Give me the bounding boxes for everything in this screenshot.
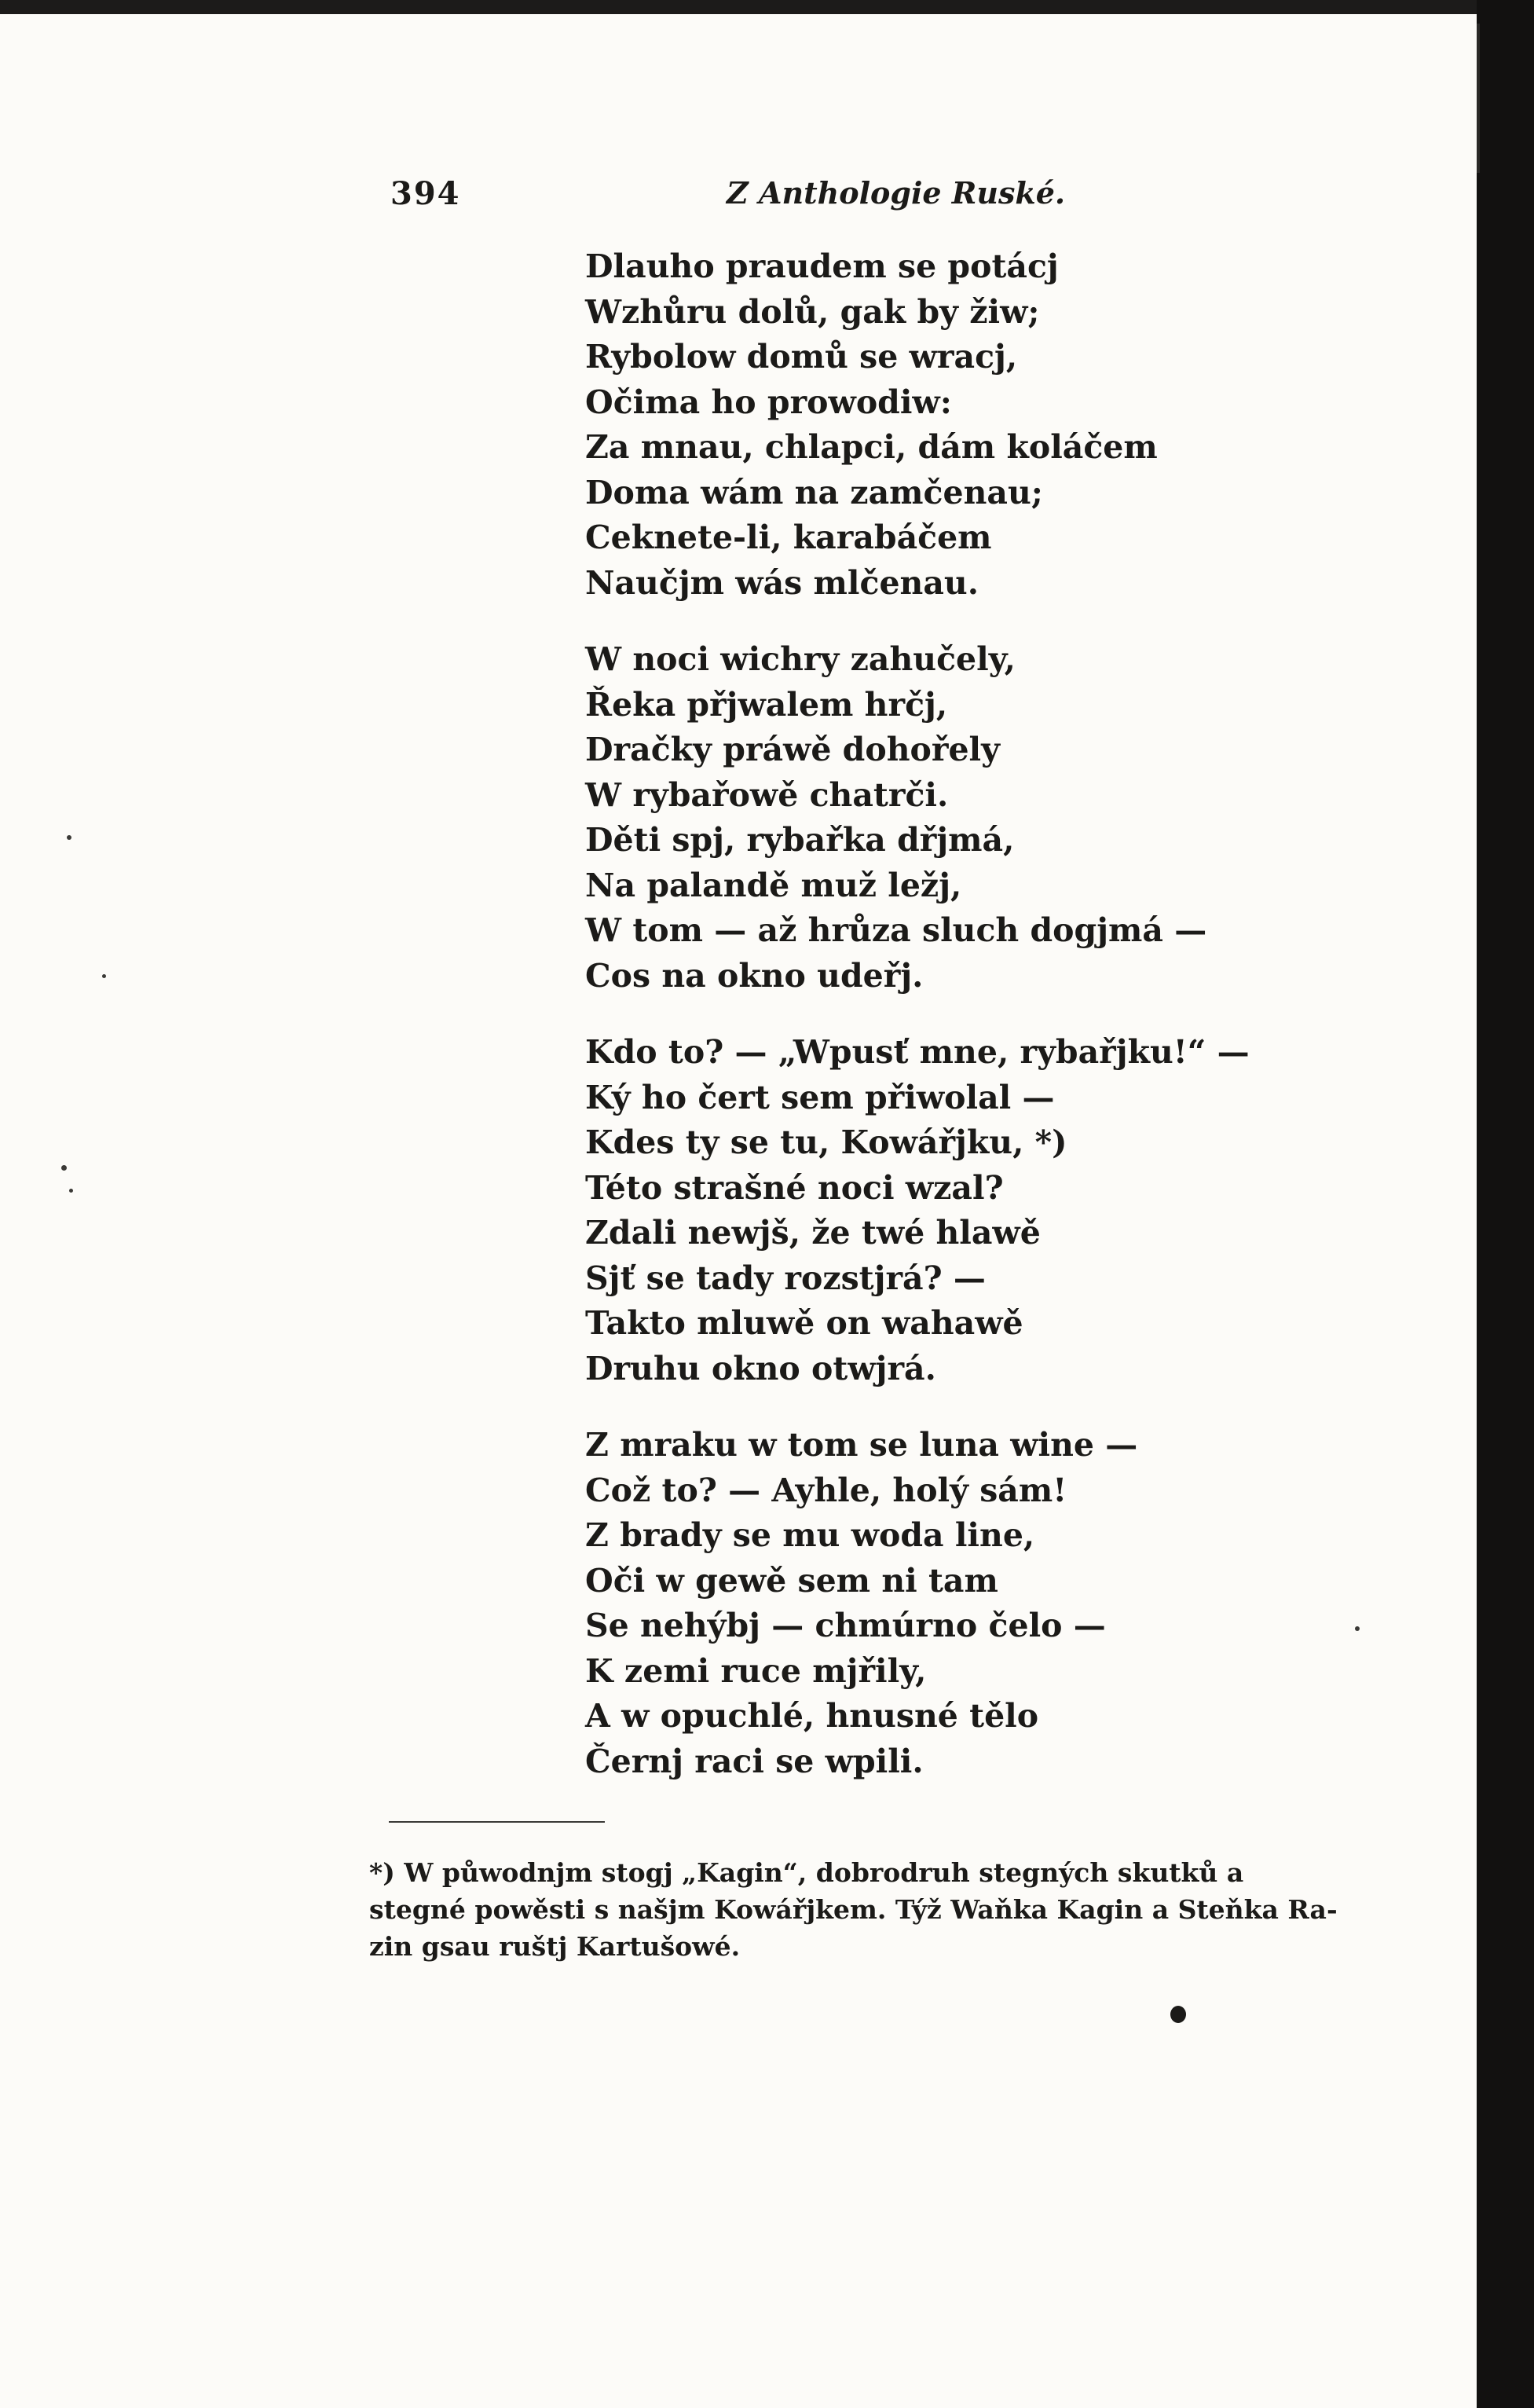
- page-number: 394: [390, 175, 461, 212]
- ink-speck: [102, 974, 106, 978]
- ink-speck: [67, 835, 71, 840]
- verse-line: Děti spj, rybařka dřjmá,: [585, 821, 1015, 859]
- ink-speck: [61, 1165, 67, 1171]
- footnote-line: stegné powěsti s našjm Kowářjkem. Týž Waňka Kagin a Steňka Ra-: [369, 1894, 1338, 1925]
- verse-line: Černj raci se wpili.: [585, 1742, 924, 1780]
- stanza: [585, 637, 1371, 999]
- ink-speck: [69, 1189, 73, 1193]
- ink-speck: [1355, 1626, 1360, 1631]
- verse-line: Řeka přjwalem hrčj,: [585, 685, 948, 724]
- stanza: [585, 1423, 1371, 1784]
- verse-line: Dračky práwě dohořely: [585, 731, 1000, 768]
- page-header: [0, 175, 1478, 222]
- verse-line: Rybolow domů se wracj,: [585, 338, 1018, 376]
- verse-line: Sjť se tady rozstjrá? —: [585, 1259, 986, 1297]
- footnote: [369, 1854, 1351, 1965]
- verse-line: Z brady se mu woda line,: [585, 1516, 1035, 1554]
- verse-line: Oči w gewě sem ni tam: [585, 1561, 998, 1600]
- verse-line: Očima ho prowodiw:: [585, 383, 952, 421]
- stanza: [585, 244, 1371, 606]
- footnote-rule: [389, 1821, 605, 1823]
- verse-line: Této strašné noci wzal?: [585, 1168, 1004, 1207]
- verse-line: Druhu okno otwjrá.: [585, 1349, 936, 1387]
- verse-line: Na palandě muž ležj,: [585, 866, 962, 904]
- verse-line: K zemi ruce mjřily,: [585, 1651, 927, 1690]
- verse-line: Dlauho praudem se potácj: [585, 247, 1059, 285]
- verse-line: Z mraku w tom se luna wine —: [585, 1426, 1138, 1464]
- verse-line: W rybařowě chatrči.: [585, 775, 949, 814]
- footnote-line: *) W půwodnjm stogj „Kagin“, dobrodruh stegných skutků a: [369, 1857, 1244, 1888]
- verse-line: Kdes ty se tu, Kowářjku, *): [585, 1123, 1067, 1161]
- footnote-line: zin gsau ruštj Kartušowé.: [369, 1931, 741, 1962]
- running-title: Z Anthologie Ruské.: [727, 175, 1066, 211]
- page-edge: [1477, 0, 1534, 2408]
- binding-edge: [1477, 24, 1480, 173]
- verse-line: Zdali newjš, že twé hlawě: [585, 1214, 1041, 1252]
- verse-line: Cos na okno udeřj.: [585, 956, 924, 995]
- poem: [585, 244, 1371, 1816]
- verse-line: W noci wichry zahučely,: [585, 640, 1016, 678]
- verse-line: Ký ho čert sem přiwolal —: [585, 1078, 1055, 1116]
- verse-line: Za mnau, chlapci, dám koláčem: [585, 428, 1158, 466]
- verse-line: W tom — až hrůza sluch dogjmá —: [585, 911, 1207, 949]
- verse-line: Takto mluwě on wahawě: [585, 1304, 1023, 1342]
- verse-line: Ceknete-li, karabáčem: [585, 519, 992, 556]
- verse-line: A w opuchlé, hnusné tělo: [585, 1697, 1039, 1735]
- book-page: [0, 14, 1478, 2408]
- verse-line: Wzhůru dolů, gak by žiw;: [585, 292, 1040, 331]
- verse-line: Doma wám na zamčenau;: [585, 473, 1043, 511]
- verse-line: Se nehýbj — chmúrno čelo —: [585, 1607, 1106, 1644]
- stanza: [585, 1030, 1371, 1391]
- verse-line: Kdo to? — „Wpusť mne, rybařjku!“ —: [585, 1033, 1250, 1071]
- ink-blot: [1170, 2006, 1186, 2023]
- verse-line: Naučjm wás mlčenau.: [585, 563, 979, 602]
- verse-line: Což to? — Ayhle, holý sám!: [585, 1471, 1067, 1509]
